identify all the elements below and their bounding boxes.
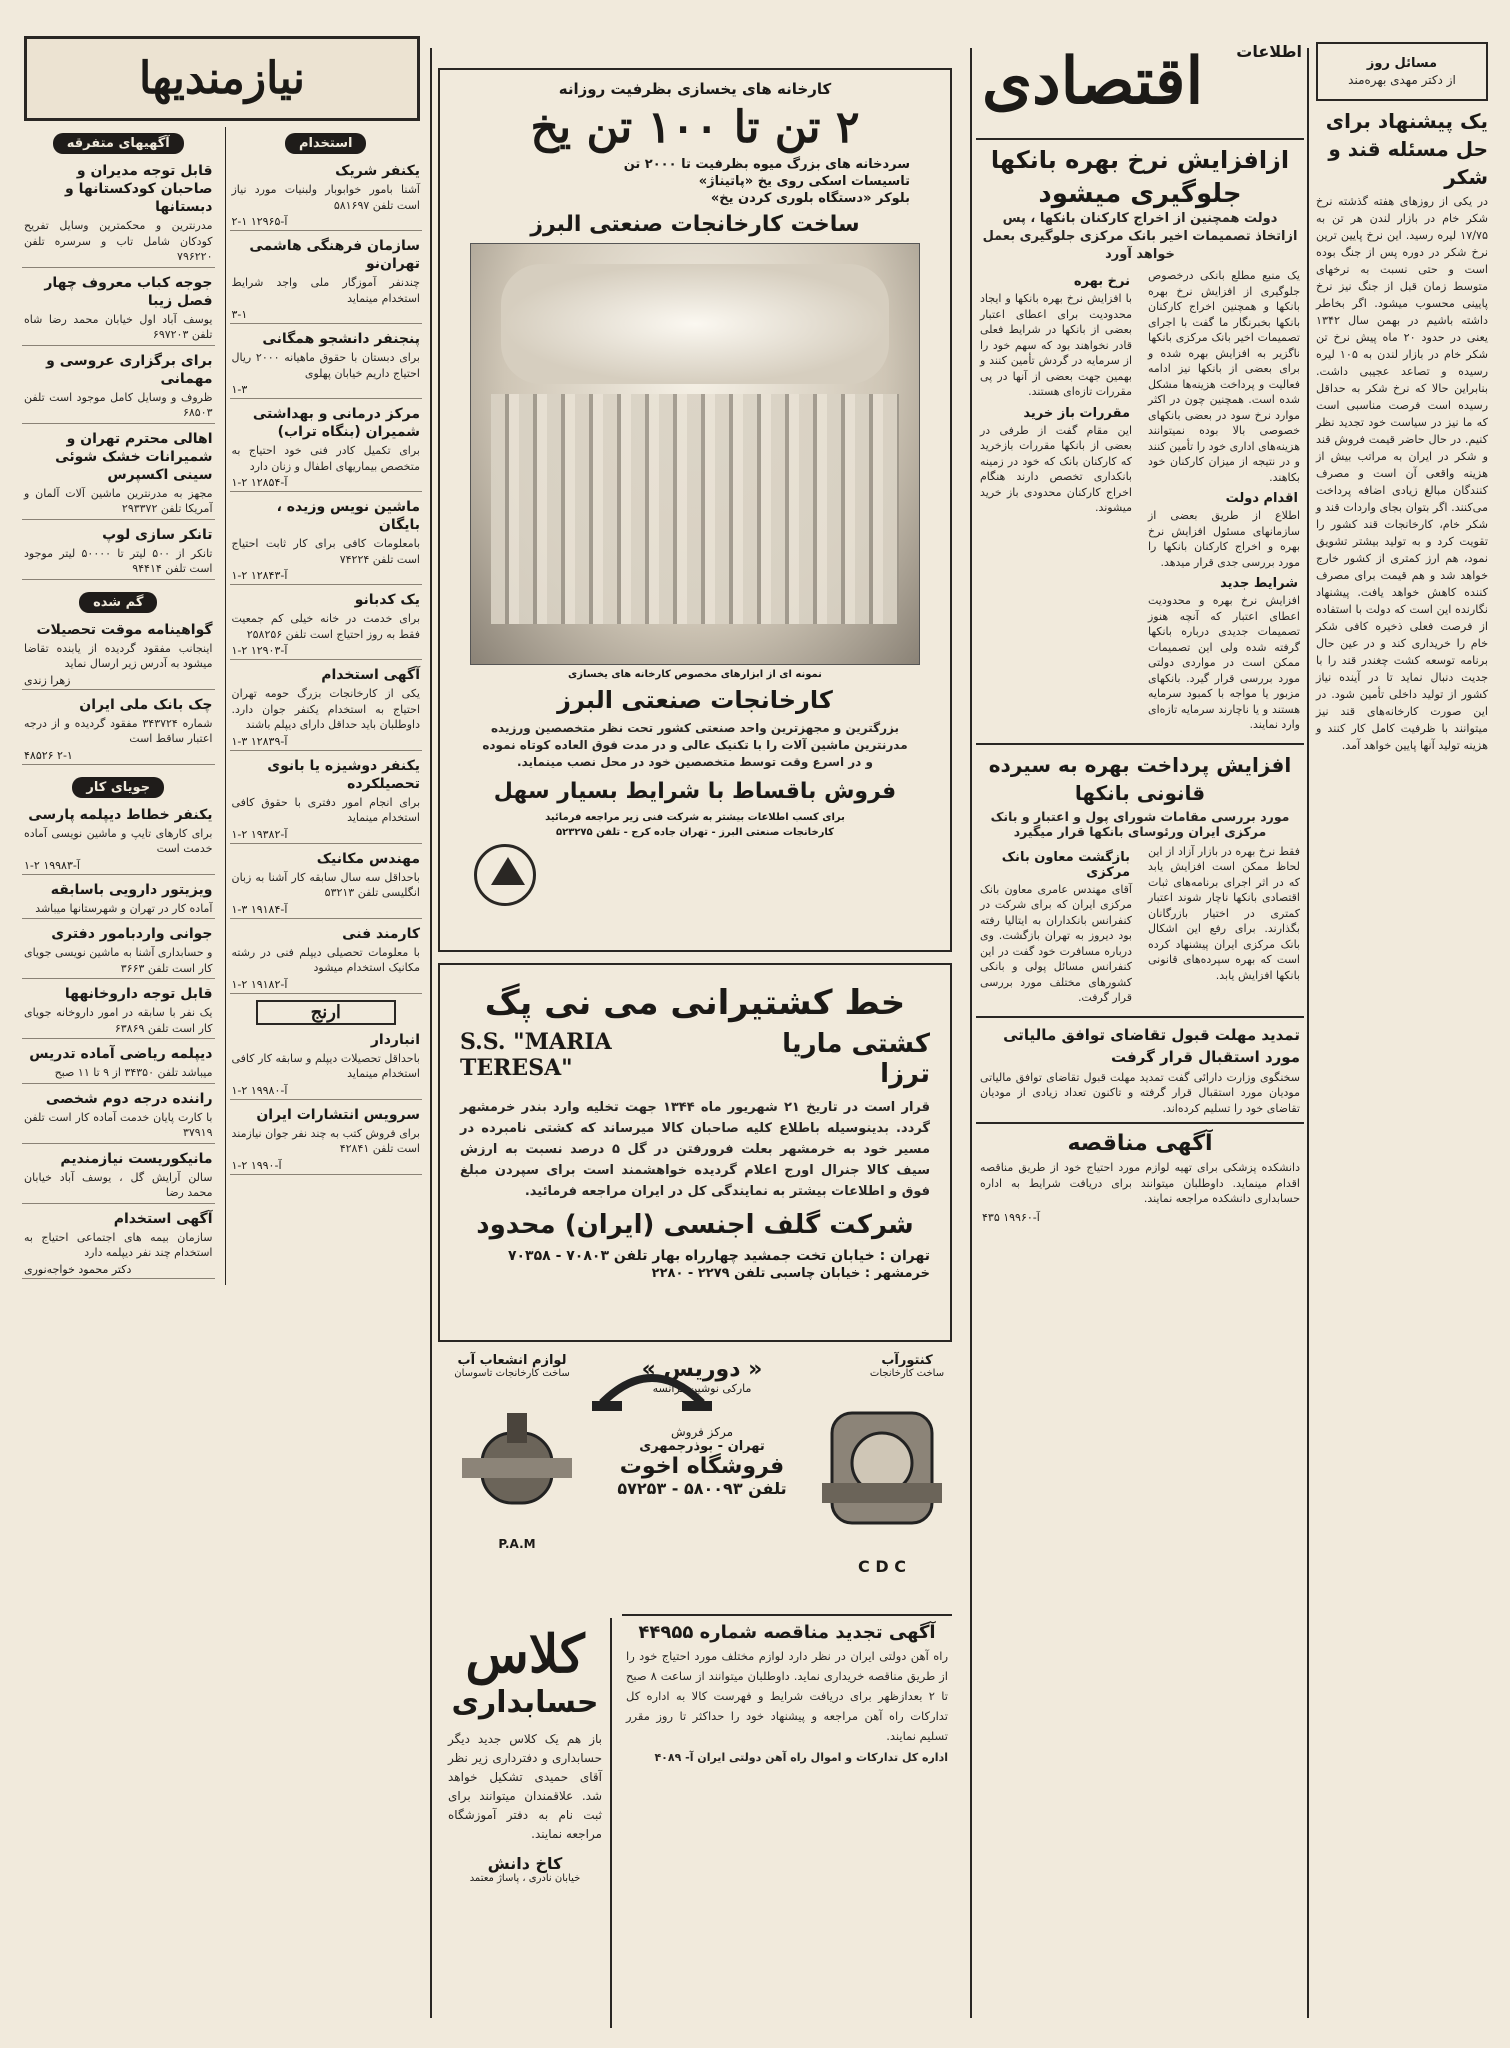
classified-heading: مانیکوریست نیازمندیم: [60, 1150, 213, 1167]
story2-columns: [976, 844, 1304, 1010]
story2-col-left: [976, 844, 1136, 1010]
classified-heading: اهالی محترم تهران و شمیرانات خشک شوئی سینی اکسپرس: [55, 430, 213, 483]
classified-item: [22, 806, 215, 875]
classified-text: با معلومات تحصیلی دیپلم فنی در رشته مکانیک استخدام میشود: [231, 945, 420, 974]
classified-code: آ-۱۹۹۰ ۲-۱: [231, 1158, 282, 1172]
story2-sub: بازگشت معاون بانک مرکزی: [1001, 849, 1130, 880]
meter-phone: تلفن ۵۸۰۰۹۳ - ۵۷۲۵۳: [617, 1479, 787, 1498]
econ-body-3: افزایش نرخ بهره و محدودیت اعطای اعتبار که آنچه هنوز تصمیمات جدیدی درباره بانکها گرفته شده ولی این تصمیمات ممکن است در مواردی دولتی مورد بررسی قرار گیرد. بانکهای مزبور یا مواجه با کمبود سرمایه هستند و یا ناچارند سرمایه تازه‌ای وارد نمایند.: [1148, 594, 1300, 731]
story2-body-2: آقای مهندس عامری معاون بانک مرکزی ایران که برای شرکت در کنفرانس بانکداران به ایتالیا رفته بود دیروز به تهران بازگشت. وی درباره مسافرت خود گفت در این کنفرانس مسائل پولی و بانکی کشورهای مختلف مورد بررسی قرار گرفت.: [980, 882, 1132, 1004]
classified-text: و حسابداری آشنا به ماشین نویسی جویای کار است تلفن ۳۶۶۳: [24, 946, 213, 975]
alborz-bullet-1: سردخانه های بزرگ میوه بظرفیت تا ۲۰۰۰ تن: [623, 157, 910, 172]
valve-icon: [462, 1413, 572, 1563]
needs-col-misc: [18, 127, 219, 1285]
divider: [976, 1122, 1304, 1124]
classified-code: آ-۱۹۹۸۰ ۲-۱: [231, 1083, 288, 1097]
bottom-employ-list: [226, 1031, 427, 1175]
classified-item: [22, 274, 215, 346]
alborz-desc: بزرگترین و مجهزترین واحد صنعتی کشور تحت نظر متخصصین ورزیده مدرنترین ماشین آلات را با تکنیک عالی و در مدت فوق العاده کوتاه نموده و در اسرع وقت توسط متخصصین خود در محل نصب مینماید.: [482, 721, 908, 769]
column-divider: [970, 48, 972, 2018]
classified-item: [230, 850, 423, 919]
classified-item: [22, 430, 215, 520]
classified-heading: یکنفر شریک: [335, 163, 420, 179]
classified-item: [230, 757, 423, 844]
classified-code: زهرا زندی: [24, 673, 71, 687]
classified-heading: سرویس انتشارات ایران: [256, 1106, 420, 1123]
ship-tehran: تهران : خیابان تخت جمشید چهارراه بهار تلفن ۷۰۸۰۳ - ۷۰۳۵۸: [507, 1248, 930, 1264]
meter-left-label: [442, 1353, 582, 1379]
column-issues: [1312, 18, 1492, 2028]
class-body: باز هم یک کلاس جدید دیگر حسابداری و دفترداری زیر نظر آقای حمیدی تشکیل خواهد شد. علاقمندان میتوانند برای ثبت نام به دفتر آموزشگاه مراجعه نمایند.: [448, 1732, 602, 1841]
classified-code: آ-۱۹۹۸۳ ۲-۱: [24, 858, 80, 872]
classified-item: [230, 237, 423, 324]
tender-code: آ-۱۹۹۶۰ ۴۳۵: [982, 1210, 1040, 1224]
classified-heading: جوجه کباب معروف چهار فصل زیبا: [44, 274, 213, 309]
railway-title: آگهی تجدید مناقصه شماره ۴۴۹۵۵: [638, 1622, 936, 1643]
ad-ship: [438, 963, 952, 1342]
classified-code: آ-۱۲۸۴۳ ۲-۱: [231, 569, 288, 582]
classified-text: باحداقل تحصیلات دیپلم و سابقه کار کافی استخدام مینماید: [231, 1051, 420, 1080]
alborz-maker: ساخت کارخانجات صنعتی البرز: [530, 212, 860, 237]
issues-headline: یک پیشنهاد برای حل مسئله قند و شکر: [1325, 108, 1488, 189]
ship-body: قرار است در تاریخ ۲۱ شهریور ماه ۱۳۴۴ جهت تخلیه وارد بندر خرمشهر گردد. بدینوسیله باطلاع کلیه صاحبان کالا میرساند که کشتی نامبرده در مسیر خود به خرمشهر بعلت فرورفتن در گل ۵ درصد نسبت به ارزش سیف کالا جنرال اورج اعلام گردیده خواهشمند است برای سپردن مبلغ فوق و اطلاعات بیشتر به نمایندگی کل در ایران مراجعه فرمائید.: [460, 1100, 931, 1199]
tender-title: آگهی مناقصه: [1067, 1131, 1213, 1156]
classified-item: [230, 591, 423, 660]
econ-body-columns: [976, 268, 1304, 737]
classified-item: [230, 1106, 423, 1175]
classified-text: یک نفر با سابقه در امور داروخانه جویای کار است تلفن ۶۳۸۶۹: [24, 1006, 213, 1035]
tag-job: جویای کار: [72, 777, 164, 798]
classified-item: [230, 162, 423, 231]
econ-body-col-left: [976, 268, 1136, 737]
story3-title: تمدید مهلت قبول تقاضای توافق مالیاتی مورد استقبال قرار گرفت: [1003, 1025, 1300, 1066]
classified-text: میباشد تلفن ۳۴۳۵۰ از ۹ تا ۱۱ صبح: [54, 1066, 213, 1079]
classified-code: آ-۱۹۱۸۲ ۲-۱: [231, 977, 288, 991]
divider: [622, 1614, 952, 1616]
classified-text: چندنفر آموزگار ملی واجد شرایط استخدام مینماید: [231, 276, 420, 305]
classified-item: [22, 985, 215, 1039]
classified-heading: چک بانک ملی ایران: [79, 696, 213, 713]
railway-footer: اداره کل تدارکات و اموال راه آهن دولتی ایران آ- ۴۰۸۹: [654, 1751, 948, 1764]
ad-class: [440, 1618, 612, 2028]
meter-label-right: کنتورآب: [881, 1353, 933, 1368]
classified-item: [230, 405, 423, 492]
needs-columns: [18, 127, 426, 1285]
classified-code: ۳-۱: [231, 308, 248, 321]
classified-heading: قابل توجه مدیران و صاحبان کودکستانها و دبستانها: [65, 163, 213, 215]
classified-text: یوسف آباد اول خیابان محمد رضا شاه تلفن ۶۹۷۲۰۳: [24, 312, 213, 341]
classified-text: آماده کار در تهران و شهرستانها میباشد: [35, 901, 213, 915]
econ-section-small: اطلاعات: [1236, 42, 1302, 61]
ice-rack-image: [491, 394, 899, 624]
alborz-bullet-2: تاسیسات اسکی روی یخ «پاتیناژ»: [698, 174, 910, 189]
classified-item: [22, 881, 215, 920]
classified-heading: انباردار: [370, 1031, 420, 1048]
pipe-clamp-icon: [592, 1363, 712, 1423]
classified-code: آ-۱۲۸۳۹ ۳-۱: [231, 734, 288, 748]
meter-right-label: [862, 1353, 952, 1379]
classified-text: سازمان بیمه های اجتماعی احتیاج به استخدام چند نفر دیپلمه دارد: [24, 1230, 213, 1259]
meter-brand-label: C D C: [858, 1557, 906, 1576]
econ-masthead: [976, 36, 1304, 132]
alborz-title-2: کارخانجات صنعتی البرز: [557, 686, 833, 714]
econ-body-2: اطلاع از طریق بعضی از سازمانهای مسئول افزایش نرخ بهره و اخراج کارکنان بانکها را مورد بررسی جدی قرار میدهد.: [1148, 509, 1300, 569]
classified-heading: برای برگزاری عروسی و مهمانی: [46, 352, 213, 387]
divider: [976, 138, 1304, 140]
ad-alborz: [438, 68, 952, 952]
ad-meter: [442, 1353, 952, 1593]
classified-text: برای فروش کتب به چند نفر جوان نیازمند است تلفن ۴۲۸۴۱: [231, 1126, 420, 1155]
classified-text: برای خدمت در خانه خیلی کم جمعیت فقط به روز احتیاج است تلفن ۲۵۸۲۵۶: [231, 612, 420, 641]
classified-heading: یکنفر خطاط دیپلمه پارسی: [28, 806, 213, 823]
alborz-logo-icon: [474, 844, 536, 906]
issues-title: مسائل روز: [1366, 56, 1438, 71]
classified-text: بامعلومات کافی برای کار ثابت احتیاج است تلفن ۷۴۲۲۴: [231, 537, 420, 566]
meter-label-left-2: ساخت کارخانجات تاسوسان: [454, 1368, 570, 1379]
classified-code: آ-۱۲۸۵۴ ۲-۱: [231, 476, 288, 489]
classified-heading: تانکر سازی لوپ: [102, 526, 213, 543]
classified-code: دکتر محمود خواجه‌نوری: [24, 1262, 132, 1276]
issues-author: از دکتر مهدی بهره‌مند: [1348, 73, 1456, 87]
alborz-top-line: کارخانه های یخسازی بظرفیت روزانه: [558, 80, 832, 98]
misc-list: [18, 162, 219, 580]
classified-heading: پنجنفر دانشجو همگانی: [262, 331, 420, 347]
divider: [976, 743, 1304, 745]
classified-code: آ-۱۲۹۶۵ ۱-۲: [231, 215, 288, 228]
meter-shop: فروشگاه اخوت: [619, 1454, 785, 1479]
story2-deck: مورد بررسی مقامات شورای پول و اعتبار و بانک مرکزی ایران ورئوسای بانکها قرار میگیرد: [990, 808, 1290, 839]
issues-body: در یکی از روزهای هفته گذشته نرخ شکر خام در بازار لندن هر تن به ۱۷/۷۵ لیره رسید. این نرخ پایین ترین نرخ شکر در دوره پس از جنگ بوده است و حتی نسبت به نرخهای متوسط زمان قبل از جنگ نیز نرخ پایینی محسوب میشود. اگر بخاطر داشته باشیم در بهمن سال ۱۳۴۲ یعنی در حدود ۲۰ ماه پیش نرخ تن شکر خام در بازار لندن به ۱۰۵ لیره رسیده و تصاعد عجیبی داشت. بنابراین حالا که نرخ شکر به حداقل رسیده است فرصت مناسبی است که ما نیز در سیاست خود تجدید نظر کنیم. در حال حاضر قیمت فروش قند و شکر در ایران به مراتب بیش از هزینه واقعی آن است و مصرف کنندگان مبالغ زیادی اضافه پرداخت می‌کنند. اگر بتوان بجای واردات قند و شکر خام، کارخانجات قند کشور را تقویت کرد و به تولید بیشتر تشویق نمود، هم ارز کمتری از کشور خارج خواهد شد و هم قیمت برای مصرف کننده کاهش خواهد یافت. پیشنهاد نگارنده این است که دولت با استفاده از فرصت فعلی ذخیره کافی شکر خام را خریداری کند و در عین حال برنامه توسعه کشت چغندر قند را با جدیت دنبال نماید تا در آینده نیاز کشور از تولید داخلی تأمین شود. در این صورت کارخانه‌های قند نیز میتوانند با ظرفیت کامل کار کنند و هزینه تولید آنها پایین خواهد آمد.: [1316, 194, 1488, 752]
classified-text: برای کارهای تایپ و ماشین نویسی آماده خدمت است: [24, 826, 213, 855]
classified-item: [22, 1150, 215, 1204]
classified-item: [22, 1210, 215, 1279]
class-footer: کاخ دانش: [487, 1854, 563, 1873]
classified-code: آ-۱۹۳۸۲ ۲-۱: [231, 827, 288, 841]
classified-item: [22, 162, 215, 268]
newspaper-page: [18, 18, 1492, 2028]
econ-body-col-right: [1144, 268, 1304, 737]
classified-text: آشنا بامور خوابوبار ولبنیات مورد نیاز است تلفن ۵۸۱۶۹۷: [231, 183, 420, 212]
econ-sub-2: شرایط جدید: [1220, 576, 1298, 591]
column-divider: [430, 48, 432, 2018]
classified-text: ظروف و وسایل کامل موجود است تلفن ۶۸۵۰۳: [24, 390, 213, 419]
lost-list: [18, 621, 219, 765]
classified-text: یکی از کارخانجات بزرگ حومه تهران احتیاج به استخدام یکنفر جوان دارد. داوطلبان باید حداقل دارای دیپلم باشند: [231, 687, 420, 731]
classified-heading: ویزیتور دارویی باسابقه: [50, 881, 213, 898]
alborz-address: کارخانجات صنعتی البرز - تهران جاده کرج - تلفن ۵۲۳۲۷۵: [556, 827, 834, 838]
issues-header: [1316, 42, 1488, 101]
class-footer-2: خیابان نادری ، پاساژ معتمد: [469, 1873, 581, 1884]
alborz-sale: فروش باقساط با شرایط بسیار سهل: [493, 779, 897, 804]
classified-heading: قابل توجه داروخانهها: [64, 986, 213, 1002]
classified-item: [22, 526, 215, 580]
classified-text: اینجانب مفقود گردیده از یابنده تقاضا میشود به آدرس زیر ارسال نماید: [24, 641, 213, 670]
classified-item: [230, 925, 423, 994]
tag-lost: گم شده: [79, 592, 157, 613]
classified-heading: سازمان فرهنگی هاشمی تهران‌نو: [249, 238, 420, 272]
ice-block-photo: [470, 243, 920, 665]
classified-text: برای دبستان با حقوق ماهیانه ۲۰۰۰ ریال احتیاج داریم خیابان پهلوی: [231, 351, 420, 380]
econ-sub-4: مقررات باز خرید: [1023, 405, 1130, 421]
water-meter-icon: [822, 1403, 942, 1576]
ship-title: خط کشتیرانی می نی پگ: [484, 983, 906, 1023]
class-title-2: حسابداری: [451, 1685, 599, 1720]
classified-text: تانکر از ۵۰۰ لیتر تا ۵۰۰۰۰ لیتر موجود است تلفن ۹۴۴۱۴: [24, 546, 213, 575]
ad-railway-tender: [622, 1608, 952, 2028]
ship-agent: شرکت گلف اجنسی (ایران) محدود: [476, 1210, 914, 1240]
econ-headline: ازافزایش نرخ بهره بانکها: [990, 146, 1290, 174]
employ-list: [226, 162, 427, 994]
job-list: [18, 806, 219, 1279]
classified-heading: جوانی واردبامور دفتری: [51, 926, 213, 942]
meter-brand: « دوریس »: [641, 1357, 763, 1382]
meter-shop-intro: مرکز فروش: [671, 1425, 733, 1439]
classified-code: ۱-۳: [231, 383, 248, 396]
classified-item: [230, 330, 423, 399]
econ-headline-2: جلوگیری میشود: [1038, 179, 1242, 209]
classified-heading: راننده درجه دوم شخصی: [45, 1090, 213, 1107]
column-economic: [976, 18, 1304, 2028]
tag-misc: آگهیهای متفرقه: [53, 133, 184, 154]
classified-text: مدرنترین و محکمترین وسایل تفریح کودکان شامل تاب و سرسره تلفن ۷۹۶۲۲۰: [24, 219, 213, 263]
orange-logo: ارنج: [256, 1000, 397, 1025]
econ-section-title: اقتصادی: [982, 44, 1204, 119]
econ-body-1: یک منبع مطلع بانکی درخصوص جلوگیری از افزایش نرخ بهره بانکها و همچنین اخراج کارکنان بانکها بخبرنگار ما گفت با اجرای تصمیمات اخیر بانک مرکزی بانکها ناگزیر به افزایش بهره شده و برای بعضی از بانکها نیز ادامه فعالیت و پرداخت هزینه‌ها مشکل شده است. همچنین چون در اکثر موارد نرخ سود در بعضی بانکهای خصوصی بالا بوده نمیتوانند هزینه‌های اداری خود را تأمین کنند و در نتیجه از میزان کارکنان خود بکاهند.: [1148, 269, 1300, 484]
econ-body-4: با افزایش نرخ بهره بانکها و ایجاد محدودیت برای اعطای اعتبار بعضی از بانکها در شرایط فعلی قادر نخواهند بود که سهم خود را از سرمایه در گردش تأمین کنند و بهمین جهت بعضی از آنها در پی مقررات تازه‌ای هستند.: [980, 292, 1132, 398]
alborz-contact: برای کسب اطلاعات بیشتر به شرکت فنی زیر مراجعه فرمائید: [545, 812, 845, 823]
classified-code: آ-۱۲۹۰۳ ۲-۱: [231, 644, 288, 657]
class-title: کلاس: [465, 1624, 585, 1685]
story3-body: سخنگوی وزارت دارائی گفت تمدید مهلت قبول تقاضای توافق مالیاتی مودیان مورد استقبال قرار گرفته و تاکنون تعداد زیادی از مودیان تقاضای خود را تسلیم کرده‌اند.: [980, 1070, 1300, 1115]
classified-heading: دیپلمه ریاضی آماده تدریس: [29, 1046, 213, 1062]
classified-text: برای انجام امور دفتری با حقوق کافی استخدام مینماید: [231, 795, 420, 824]
classified-item: [22, 1090, 215, 1144]
ship-name-en: S.S. "MARIA TERESA": [460, 1029, 612, 1081]
classified-heading: گواهینامه موقت تحصیلات: [36, 621, 213, 638]
classified-item: [230, 666, 423, 751]
story2-title: افزایش پرداخت بهره به سیرده قانونی بانکها: [988, 752, 1292, 805]
story2-col-right: [1144, 844, 1304, 1010]
meter-label-left: لوازم انشعاب آب: [457, 1353, 567, 1368]
classified-item: [22, 621, 215, 690]
classified-heading: مهندس مکانیک: [316, 850, 420, 867]
column-classifieds: [18, 18, 426, 2028]
alborz-bullet-3: بلوکر «دستگاه بلوری کردن یخ»: [710, 191, 910, 206]
valve-brand-label: P.A.M: [498, 1537, 536, 1551]
alborz-big: ۲ تن تا ۱۰۰ تن یخ: [530, 102, 860, 153]
divider: [976, 1016, 1304, 1018]
alborz-caption: نمونه ای از ابزارهای مخصوص کارخانه های یخسازی: [568, 669, 822, 680]
ship-name-row: [460, 1029, 930, 1089]
meter-addr: تهران - بوذرجمهری: [639, 1439, 765, 1454]
meter-label-right-2: ساخت کارخانجات: [869, 1368, 945, 1379]
classified-heading: آگهی استخدام: [113, 1210, 213, 1227]
classified-item: [22, 696, 215, 765]
classified-text: برای تکمیل کادر فنی خود احتیاج به متخصص بیماریهای اطفال و زنان دارد: [231, 444, 420, 473]
econ-deck: دولت همچنین از اخراج کارکنان بانکها ، پس ازاتخاذ تصمیمات اخیر بانک مرکزی جلوگیری بعمل خواهد آورد: [982, 211, 1298, 262]
railway-body: راه آهن دولتی ایران در نظر دارد لوازم مختلف مورد احتیاج خود را از طریق مناقصه خریداری نماید. داوطلبان میتوانند از ساعت ۸ صبح تا ۲ بعدازظهر برای دریافت شرایط و فهرست کالا به اداره کل تدارکات راه آهن مراجعه و پیشنهاد خود را حداکثر تا روز مقرر تسلیم نمایند.: [626, 1649, 948, 1743]
needs-masthead: نیازمندیها: [24, 36, 420, 121]
needs-col-employ: [225, 127, 427, 1285]
tag-employ: استخدام: [285, 133, 366, 154]
ship-name-fa: کشتی ماریا ترزا: [782, 1029, 930, 1089]
classified-heading: ماشین نویس وزیده ، بایگان: [276, 499, 420, 533]
classified-text: باحداقل سه سال سابقه کار آشنا به زبان انگلیسی تلفن ۵۳۲۱۳: [231, 870, 420, 899]
classified-heading: یک کدبانو: [354, 592, 420, 608]
classified-heading: مرکز درمانی و بهداشتی شمیران (بنگاه تراب): [252, 406, 420, 440]
classified-text: شماره ۳۴۳۷۲۴ مفقود گردیده و از درجه اعتبار ساقط است: [24, 716, 213, 745]
story2-body: فقط نرخ بهره در بازار آزاد از این لحاظ ممکن است افزایش یابد که در اثر اجرای برنامه‌های ثبات اقتصادی بانکها ناچار شوند اعتبار کمتری در اختیار بازرگانان بگذارند. برای رفع این اشکال بانک مرکزی ایران پیشنهاد کرده است که بهره سپرده‌های قانونی بانکها افزایش یابد.: [1148, 844, 1300, 982]
classified-item: [22, 925, 215, 979]
tender-body: دانشکده پزشکی برای تهیه لوازم مورد احتیاج خود از طریق مناقصه اقدام مینماید. داوطلبان میتوانند برای دریافت شرایط به اداره حسابداری دانشکده مراجعه نمایند.: [980, 1161, 1300, 1205]
classified-text: با کارت پایان خدمت آماده کار است تلفن ۳۷۹۱۹: [24, 1110, 213, 1139]
classified-text: سالن آرایش گل ، یوسف آباد خیابان محمد رضا: [24, 1170, 213, 1199]
column-divider: [1307, 48, 1309, 2018]
classified-code: ۴۸۵۲۶ ۲-۱: [24, 748, 73, 762]
classified-item: [22, 352, 215, 424]
classified-text: مجهز به مدرنترین ماشین آلات آلمان و آمریکا تلفن ۲۹۳۳۷۲: [24, 486, 213, 515]
classified-item: [230, 498, 423, 585]
classified-code: آ-۱۹۱۸۴ ۳-۱: [231, 902, 288, 916]
classified-item: [230, 1031, 423, 1100]
classified-heading: کارمند فنی: [342, 925, 420, 942]
meter-origin: مارکی نوشین فرانسه: [652, 1382, 752, 1395]
classified-heading: آگهی استخدام: [321, 667, 420, 683]
classified-heading: یکنفر دوشیزه یا بانوی تحصیلکرده: [267, 757, 420, 792]
frost-image: [501, 264, 889, 384]
econ-sub-3: نرخ بهره: [1073, 274, 1130, 289]
econ-body-5: این مقام گفت از طرفی در بعضی از بانکها مقررات بازخرید که کارکنان بانک که خود در زمینه بانکداری تخصص دارند هنگام اخراج کارکنان محدودی باز خرید میشوند.: [980, 423, 1132, 514]
econ-sub-1: اقدام دولت: [1225, 491, 1298, 506]
classified-item: [22, 1045, 215, 1084]
ship-khorram: خرمشهر : خیابان چاسبی تلفن ۲۲۷۹ - ۲۲۸۰: [651, 1266, 930, 1281]
